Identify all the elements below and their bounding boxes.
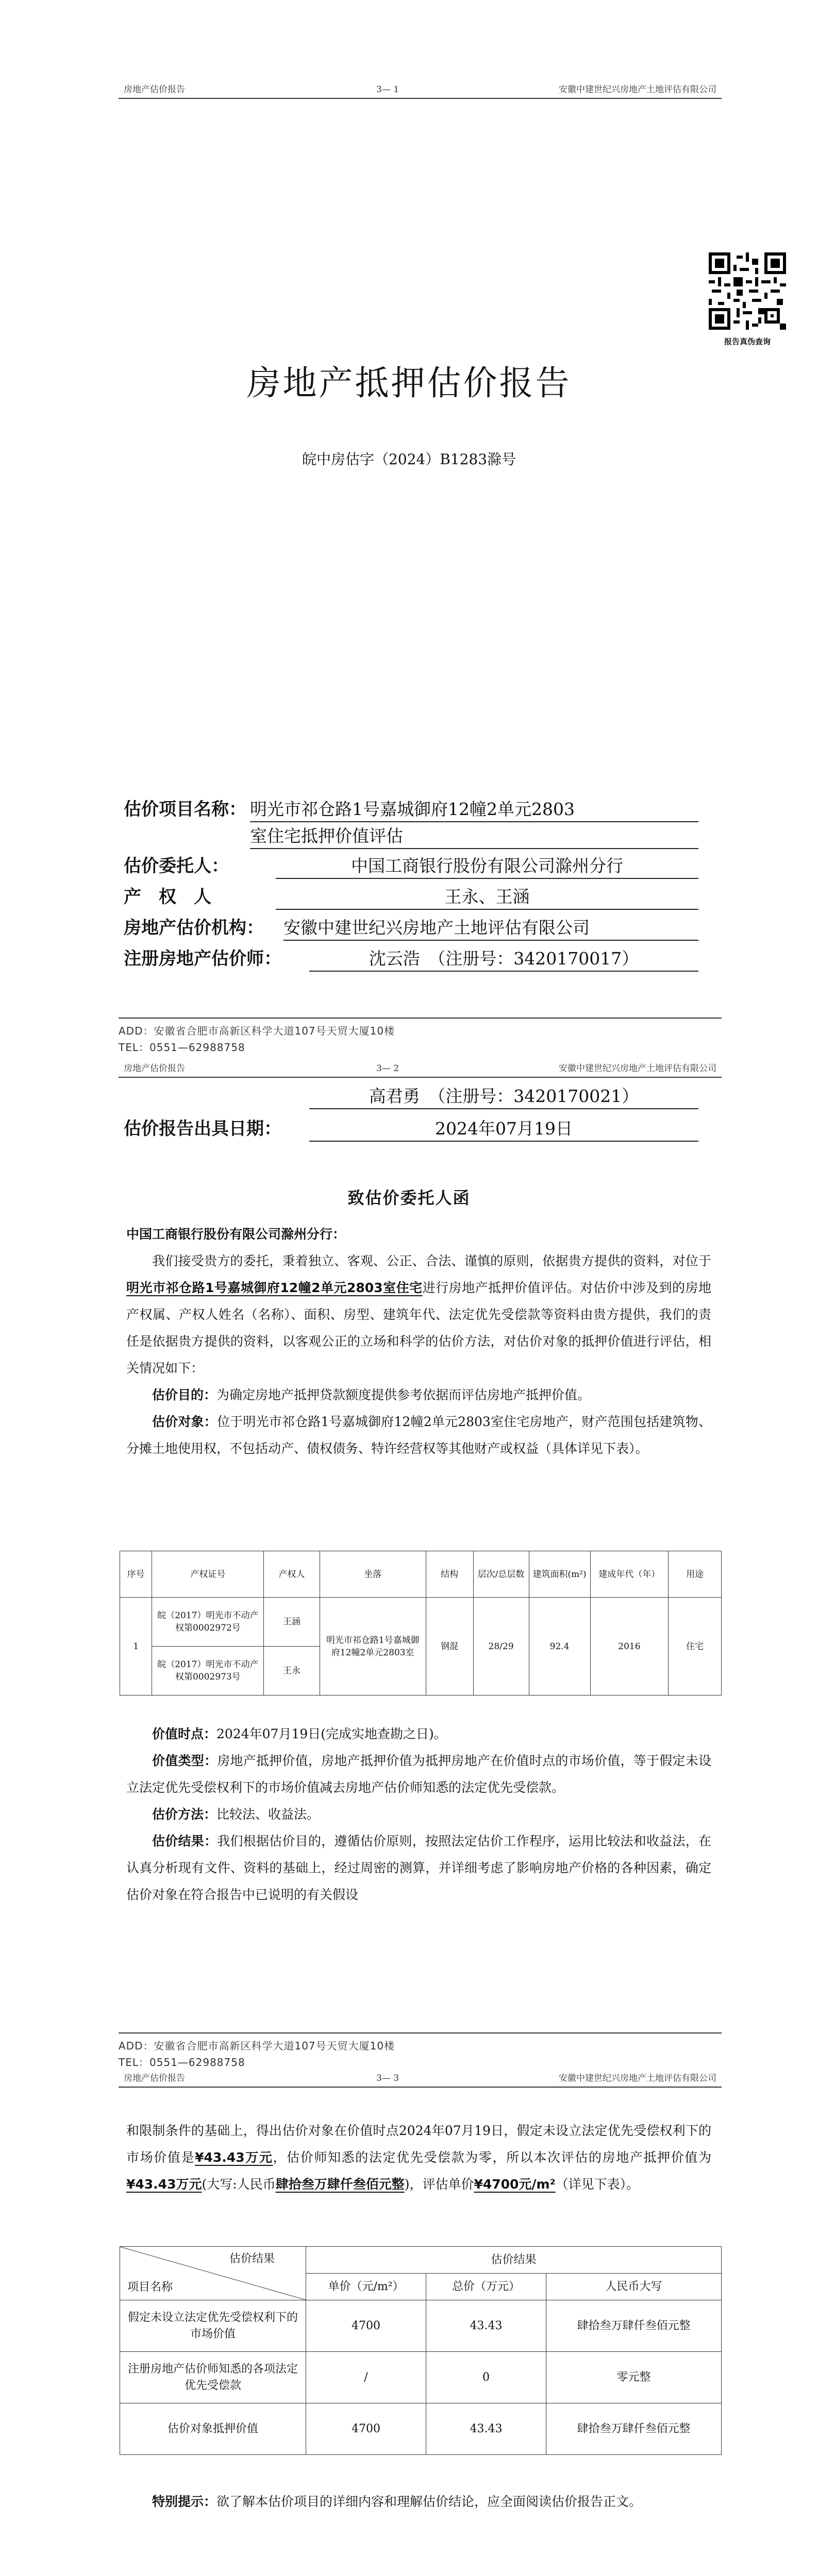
date-row (124, 1115, 281, 1142)
header-page-number: 3— 2 (376, 1063, 399, 1074)
letter-title: 致估价委托人函 (347, 1188, 471, 1208)
owner-row (124, 884, 211, 910)
agency-row (124, 914, 264, 941)
object-text: 位于明光市祁仓路1号嘉城御府12幢2单元2803室住宅房地产，财产范围包括建筑物、分摊土地使用权，不包括动产、债权债务、特许经营权等其他财产或权益（具体详见下表）。 (126, 1414, 711, 1456)
purpose-paragraph (126, 1382, 711, 1409)
agency-label: 房地产估价机构： (124, 918, 264, 938)
corner-top: 估价结果 (229, 2252, 275, 2265)
th-area: 建筑面积(m²) (529, 1551, 590, 1598)
table-row (120, 2300, 722, 2352)
row-unit: 4700 (306, 2403, 426, 2455)
td-owner-1: 王涵 (264, 1598, 320, 1647)
report-number: 皖中房估字（2024）B1283滁号 (302, 451, 516, 468)
value-type-paragraph (126, 1748, 711, 1801)
row-total: 43.43 (426, 2300, 546, 2352)
th-use: 用途 (669, 1551, 722, 1598)
qr-code[interactable] (709, 252, 786, 330)
owner-value: 王永、王涵 (276, 885, 698, 910)
purpose-label: 估价目的： (152, 1387, 217, 1402)
owner-label: 产 权 人 (124, 887, 211, 907)
client-label: 估价委托人： (124, 856, 229, 876)
client-row (124, 853, 229, 879)
table-row (120, 2352, 722, 2403)
result-continued (126, 2117, 711, 2198)
td-seq: 1 (120, 1598, 152, 1696)
intro-part-2: 进行房地产抵押价值评估。对估价中涉及到的房地产权属、产权人姓名（名称）、面积、房型、建筑年代、法定优先受偿款等资料由贵方提供，我们的责任是依据贵方提供的资料，以客观公正的立场和科学的估价方法，对估价对象的抵押价值进行评估，相关情况如下： (126, 1280, 711, 1376)
footer-address: ADD：安徽省合肥市高新区科学大道107号天贸大厦10楼 (119, 1025, 395, 1037)
date-value: 2024年07月19日 (309, 1117, 698, 1142)
letter-body-2 (126, 1721, 711, 1908)
client-value: 中国工商银行股份有限公司滁州分行 (276, 854, 698, 879)
project-name-row (124, 796, 246, 823)
value-type-label: 价值类型： (152, 1753, 218, 1768)
agency-value: 安徽中建世纪兴房地产土地评估有限公司 (283, 916, 698, 941)
td-location: 明光市祁仓路1号嘉城御府12幢2单元2803室 (320, 1598, 426, 1696)
row-name: 假定未设立法定优先受偿权利下的市场价值 (120, 2300, 306, 2352)
td-structure: 钢混 (426, 1598, 473, 1696)
td-owner-2: 王永 (264, 1647, 320, 1696)
mortgage-value-cn: 肆拾叁万肆仟叁佰元整 (275, 2177, 405, 2192)
col-unit-price: 单价（元/m²） (306, 2274, 426, 2300)
method-text: 比较法、收益法。 (216, 1807, 320, 1822)
td-area: 92.4 (529, 1598, 590, 1696)
page-header-1 (119, 77, 722, 99)
unit-price: ¥4700元/m² (474, 2177, 556, 2192)
page-footer-1 (119, 1018, 722, 1056)
row-cn: 零元整 (546, 2352, 722, 2403)
intro-part-1: 我们接受贵方的委托，秉着独立、客观、公正、合法、谨慎的原则，依据贵方提供的资料，对位于 (152, 1253, 711, 1268)
header-left: 房地产估价报告 (124, 1063, 185, 1074)
row-name: 估价对象抵押价值 (120, 2403, 306, 2455)
row-total: 0 (426, 2352, 546, 2403)
result-text-1: 我们根据估价目的，遵循估价原则，按照法定估价工作程序，运用比较法和收益法，在认真分析现有文件、资料的基础上，经过周密的测算，并详细考虑了影响房地产价格的各种因素，确定估价对象在符合报告中已说明的有关假设 (126, 1834, 711, 1902)
value-type-text: 房地产抵押价值，房地产抵押价值为抵押房地产在价值时点的市场价值，等于假定未设立法定优先受偿权利下的市场价值减去房地产估价师知悉的法定优先受偿款。 (126, 1753, 711, 1795)
th-location: 坐落 (320, 1551, 426, 1598)
tip-line (126, 2488, 711, 2515)
col-amount-cn: 人民币大写 (546, 2274, 722, 2300)
row-cn: 肆拾叁万肆仟叁佰元整 (546, 2300, 722, 2352)
th-seq: 序号 (120, 1551, 152, 1598)
th-structure: 结构 (426, 1551, 473, 1598)
row-cn: 肆拾叁万肆仟叁佰元整 (546, 2403, 722, 2455)
header-right: 安徽中建世纪兴房地产土地评估有限公司 (559, 1063, 716, 1074)
tip-label: 特别提示： (152, 2494, 217, 2509)
page-header-3 (119, 2066, 722, 2088)
market-value: ¥43.43万元 (195, 2150, 273, 2165)
footer-address: ADD：安徽省合肥市高新区科学大道107号天贸大厦10楼 (119, 2040, 395, 2052)
th-owner: 产权人 (264, 1551, 320, 1598)
project-name-value-1: 明光市祁仓路1号嘉城御府12幢2单元2803 (250, 798, 698, 822)
qr-caption: 报告真伪查询 (724, 337, 771, 346)
table-header-row (120, 1551, 722, 1598)
object-paragraph (126, 1409, 711, 1462)
result-header-row-1 (120, 2247, 722, 2274)
th-floor: 层次/总层数 (473, 1551, 529, 1598)
result-text-6: （详见下表）。 (555, 2177, 640, 2192)
object-label: 估价对象： (152, 1414, 217, 1429)
col-total-price: 总价（万元） (426, 2274, 546, 2300)
th-year: 建成年代（年） (590, 1551, 669, 1598)
method-paragraph (126, 1801, 711, 1828)
td-floor: 28/29 (473, 1598, 529, 1696)
td-use: 住宅 (669, 1598, 722, 1696)
result-corner (120, 2247, 306, 2300)
header-page-number: 3— 3 (376, 2073, 399, 2083)
result-group-header: 估价结果 (306, 2247, 722, 2274)
tip-paragraph (126, 2488, 711, 2515)
intro-address: 明光市祁仓路1号嘉城御府12幢2单元2803室住宅 (126, 1280, 423, 1295)
method-label: 估价方法： (152, 1807, 217, 1822)
report-title: 房地产抵押估价报告 (246, 363, 572, 403)
footer-tel: TEL：0551—62988758 (119, 2056, 245, 2069)
page-header-2 (119, 1056, 722, 1078)
appraiser-label: 注册房地产估价师： (124, 948, 281, 969)
header-page-number: 3— 1 (376, 84, 399, 95)
result-label: 估价结果： (152, 1834, 218, 1849)
result-text-5: )，评估单价 (404, 2177, 474, 2192)
project-name-value-2: 室住宅抵押价值评估 (250, 824, 698, 849)
appraiser-row (124, 945, 281, 972)
header-right: 安徽中建世纪兴房地产土地评估有限公司 (559, 2073, 716, 2083)
td-cert-1: 皖（2017）明光市不动产权第0002972号 (152, 1598, 264, 1647)
result-text-4: (大写:人民币 (202, 2177, 276, 2192)
table-row (120, 1598, 722, 1647)
table-row (120, 2403, 722, 2455)
row-unit: / (306, 2352, 426, 2403)
letter-body-1 (126, 1221, 711, 1462)
th-cert: 产权证号 (152, 1551, 264, 1598)
page-footer-2 (119, 2032, 722, 2071)
result-text-3: ，估价师知悉的法定优先受偿款为零，所以本次评估的房地产抵押价值为 (273, 2150, 711, 2165)
addressee: 中国工商银行股份有限公司滁州分行： (126, 1227, 346, 1242)
row-name: 注册房地产估价师知悉的各项法定优先受偿款 (120, 2352, 306, 2403)
value-date-text: 2024年07月19日(完成实地查勘之日)。 (216, 1726, 447, 1741)
property-table (120, 1551, 722, 1696)
intro-paragraph (126, 1248, 711, 1382)
value-date-label: 价值时点： (152, 1726, 217, 1741)
appraiser-2: 高君勇 （注册号：3420170021） (309, 1084, 698, 1109)
row-total: 43.43 (426, 2403, 546, 2455)
result-text-2: 和限制条件的基础上，得出估价对象在价值时点2024年07月19日，假定未设立法定优先受偿权利下的市场价值是 (126, 2123, 711, 2165)
mortgage-value: ¥43.43万元 (126, 2177, 202, 2192)
td-cert-2: 皖（2017）明光市不动产权第0002973号 (152, 1647, 264, 1696)
value-date-paragraph (126, 1721, 711, 1748)
date-label: 估价报告出具日期： (124, 1118, 281, 1139)
row-unit: 4700 (306, 2300, 426, 2352)
result-paragraph-1 (126, 1828, 711, 1908)
header-left: 房地产估价报告 (124, 2073, 185, 2083)
project-name-label: 估价项目名称： (124, 799, 246, 820)
header-right: 安徽中建世纪兴房地产土地评估有限公司 (559, 84, 716, 95)
header-left: 房地产估价报告 (124, 84, 185, 95)
corner-bottom: 项目名称 (127, 2281, 173, 2294)
purpose-text: 为确定房地产抵押贷款额度提供参考依据而评估房地产抵押价值。 (216, 1387, 591, 1402)
appraiser-1: 沈云浩 （注册号：3420170017） (309, 947, 698, 972)
result-paragraph-2 (126, 2117, 711, 2198)
td-year: 2016 (590, 1598, 669, 1696)
footer-tel: TEL：0551—62988758 (119, 1041, 245, 1054)
result-table (120, 2246, 722, 2455)
tip-text: 欲了解本估价项目的详细内容和理解估价结论，应全面阅读估价报告正文。 (216, 2494, 642, 2509)
